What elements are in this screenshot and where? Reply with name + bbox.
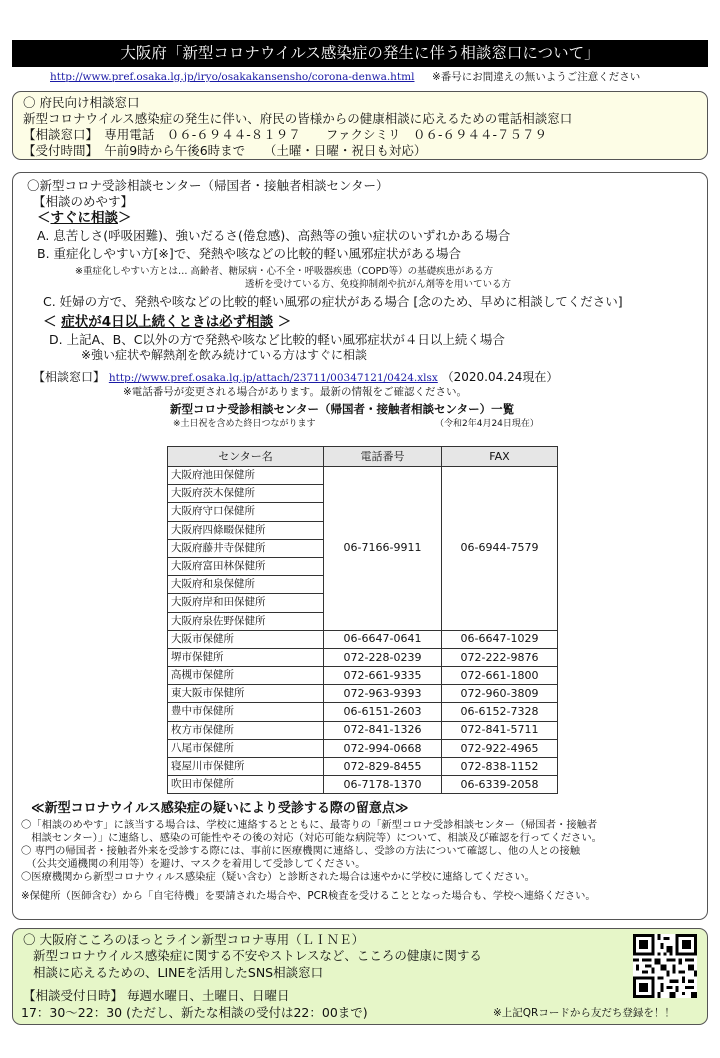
window-url-link[interactable]: http://www.pref.osaka.lg.jp/attach/23711/00347121/0424.xlsx: [108, 372, 438, 384]
four-days-suffix: ＞: [273, 314, 292, 330]
window-row: [33, 370, 558, 385]
item-d: D. 上記A、B、C以外の方で発熱や咳など比較的軽い風邪症状が４日以上続く場合: [49, 332, 505, 347]
center-name-cell: 大阪府岸和田保健所: [168, 594, 324, 612]
consultation-center-box: [12, 172, 708, 920]
line-description-1: 新型コロナウイルス感染症に関する不安やストレスなど、こころの健康に関する: [33, 948, 482, 963]
line-consultation-box: [12, 928, 708, 1025]
top-url-link[interactable]: http://www.pref.osaka.lg.jp/iryo/osakakansensho/corona-denwa.html: [50, 71, 415, 83]
table-header-row: [168, 447, 558, 467]
fax-cell: 06-6152-7328: [442, 703, 558, 721]
line-description-2: 相談に応えるための、LINEを活用したSNS相談窓口: [33, 965, 324, 980]
fax-cell: 072-838-1152: [442, 758, 558, 776]
caution-line: ※保健所（医師含む）から「自宅待機」を要請された場合や、PCR検査を受けることとなった場合も、学校へ連絡ください。: [21, 890, 596, 902]
table-body: [168, 467, 558, 794]
table-title: 新型コロナ受診相談センター（帰国者・接触者相談センター）一覧: [170, 402, 515, 416]
urgent-label: すぐに相談: [50, 210, 118, 226]
top-note: ※番号にお間違えの無いようご注意ください: [432, 71, 641, 83]
qr-code-icon[interactable]: [633, 934, 697, 998]
center-name-cell: 高槻市保健所: [168, 667, 324, 685]
table-row: [168, 721, 558, 739]
fax-cell: 072-222-9876: [442, 648, 558, 666]
contact-table-image: [167, 402, 571, 790]
window-note: ※電話番号が変更される場合があります。最新の情報をご確認ください。: [123, 386, 467, 398]
top-url-row: [50, 71, 710, 87]
header-center-name: センター名: [168, 447, 324, 467]
table-header-block: [167, 402, 571, 446]
table-row: [168, 703, 558, 721]
caution-title: ≪新型コロナウイルス感染症の疑いにより受診する際の留意点≫: [31, 801, 409, 816]
center-name-cell: 大阪府守口保健所: [168, 503, 324, 521]
line-hours: 17：30〜22：30 (ただし、新たな相談の受付は22：00まで): [21, 1005, 368, 1020]
phone-cell: 072-661-9335: [324, 667, 442, 685]
phone-cell: 06-7178-1370: [324, 776, 442, 794]
phone-cell: 06-6647-0641: [324, 630, 442, 648]
header-fax: FAX: [442, 447, 558, 467]
fax-cell: 072-841-5711: [442, 721, 558, 739]
four-days-label: 症状が4日以上続くときは必ず相談: [61, 314, 274, 330]
table-as-of: （令和2年4月24日現在）: [435, 419, 539, 430]
prefecture-hours: 【受付時間】 午前9時から午後6時まで （土曜・日曜・祝日も対応）: [23, 143, 427, 158]
four-days-prefix: ＜: [43, 314, 62, 330]
window-label: 【相談窓口】: [33, 370, 106, 384]
caution-line: （公共交通機関の利用等）を避け、マスクを着用して受診してください。: [21, 858, 366, 870]
prefecture-heading: 〇 府民向け相談窓口: [23, 95, 140, 110]
center-name-cell: 大阪府茨木保健所: [168, 485, 324, 503]
phone-cell: 072-841-1326: [324, 721, 442, 739]
table-row: [168, 648, 558, 666]
center-name-cell: 大阪府泉佐野保健所: [168, 612, 324, 630]
item-a: A. 息苦しさ(呼吸困難)、強いだるさ(倦怠感)、高熱等の強い症状のいずれかある場合: [37, 228, 511, 243]
table-subtitle-row: [167, 419, 571, 430]
table-row: [168, 685, 558, 703]
fax-cell: 072-960-3809: [442, 685, 558, 703]
table-row: [168, 630, 558, 648]
caution-line: 〇 専門の帰国者・接触者外来を受診する際には、事前に医療機関に連絡し、受診の方法について確認し、他の人との接触: [21, 845, 581, 857]
fax-cell: 072-661-1800: [442, 667, 558, 685]
caution-line: 〇「相談のめやす」に該当する場合は、学校に連絡するとともに、最寄りの「新型コロナ受診相談センター（帰国者・接触者: [21, 819, 598, 831]
urgent-prefix: ＜: [37, 210, 51, 226]
item-b: B. 重症化しやすい方[※]で、発熱や咳などの比較的軽い風邪症状がある場合: [37, 246, 462, 261]
table-subtitle: ※土日祝を含めた終日つながります: [173, 419, 316, 430]
fax-cell: 06-6647-1029: [442, 630, 558, 648]
center-name-cell: 八尾市保健所: [168, 739, 324, 757]
center-name-cell: 吹田市保健所: [168, 776, 324, 794]
phone-cell: 072-994-0668: [324, 739, 442, 757]
center-name-cell: 豊中市保健所: [168, 703, 324, 721]
page-title: 大阪府「新型コロナウイルス感染症の発生に伴う相談窓口について」: [12, 40, 708, 67]
phone-cell: 072-829-8455: [324, 758, 442, 776]
table-row: [168, 758, 558, 776]
table-row: [168, 467, 558, 485]
item-c: C. 妊婦の方で、発熱や咳などの比較的軽い風邪の症状がある場合 [念のため、早めに相談してください]: [43, 294, 623, 309]
caution-line: 〇医療機関から新型コロナウィルス感染症（疑い含む）と診断された場合は速やかに学校に連絡してください。: [21, 871, 535, 883]
table-row: [168, 667, 558, 685]
phone-cell: 06-6151-2603: [324, 703, 442, 721]
qr-note: ※上記QRコードから友だち登録を！！: [493, 1007, 675, 1019]
prefecture-contact: 【相談窓口】 専用電話 ０６-６９４４-８１９７ ファクシミリ ０６-６９４４-７５７９: [23, 127, 548, 142]
four-days-heading: [43, 314, 291, 331]
fax-cell: 06-6339-2058: [442, 776, 558, 794]
prefecture-description: 新型コロナウイルス感染症の発生に伴い、府民の皆様からの健康相談に応えるための電話相談窓口: [23, 111, 573, 126]
fax-cell: 072-922-4965: [442, 739, 558, 757]
center-name-cell: 大阪府池田保健所: [168, 467, 324, 485]
guide-label: 【相談のめやす】: [33, 194, 134, 209]
center-name-cell: 大阪府富田林保健所: [168, 557, 324, 575]
caution-line: 相談センター）」に連絡し、感染の可能性やその後の対応（対応可能な病院等）について、相談及び確認を行ってください。: [21, 832, 602, 844]
item-d-note: ※強い症状や解熱剤を飲み続けている方はすぐに相談: [81, 348, 368, 362]
shared-fax-cell: 06-6944-7579: [442, 467, 558, 631]
center-name-cell: 堺市保健所: [168, 648, 324, 666]
center-name-cell: 大阪市保健所: [168, 630, 324, 648]
prefecture-consultation-box: [12, 91, 708, 160]
high-risk-note-2: 透析を受けている方、免疫抑制剤や抗がん剤等を用いている方: [245, 279, 512, 290]
header-phone: 電話番号: [324, 447, 442, 467]
window-date: （2020.04.24現在）: [441, 370, 559, 384]
shared-phone-cell: 06-7166-9911: [324, 467, 442, 631]
center-name-cell: 寝屋川市保健所: [168, 758, 324, 776]
center-name-cell: 大阪府和泉保健所: [168, 576, 324, 594]
center-heading: 〇新型コロナ受診相談センター（帰国者・接触者相談センター）: [27, 178, 389, 193]
urgent-suffix: ＞: [118, 210, 132, 226]
contact-table: [167, 446, 558, 794]
urgent-heading: [37, 210, 132, 227]
table-row: [168, 776, 558, 794]
table-row: [168, 739, 558, 757]
high-risk-note-1: ※重症化しやすい方とは… 高齢者、糖尿病・心不全・呼吸器疾患（COPD等）の基礎疾患がある方: [75, 266, 494, 277]
phone-cell: 072-963-9393: [324, 685, 442, 703]
line-heading: 〇 大阪府こころのほっとライン新型コロナ専用（ＬＩＮＥ）: [23, 932, 365, 947]
center-name-cell: 枚方市保健所: [168, 721, 324, 739]
center-name-cell: 大阪府藤井寺保健所: [168, 539, 324, 557]
phone-cell: 072-228-0239: [324, 648, 442, 666]
line-days: 【相談受付日時】 毎週水曜日、土曜日、日曜日: [23, 988, 290, 1003]
center-name-cell: 大阪府四條畷保健所: [168, 521, 324, 539]
center-name-cell: 東大阪市保健所: [168, 685, 324, 703]
